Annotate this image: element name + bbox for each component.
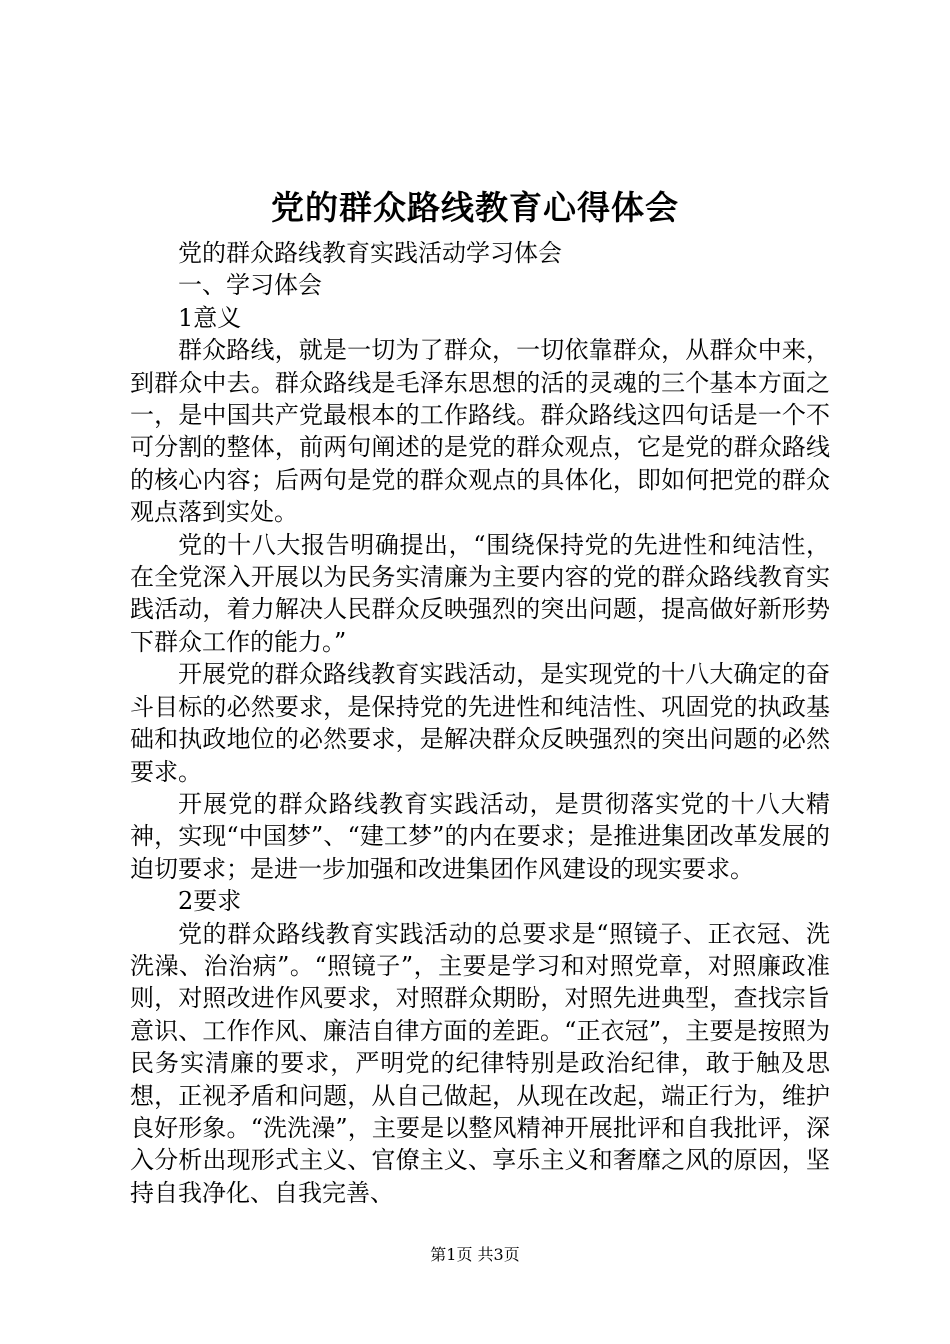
subsection-heading: 1意义 (178, 303, 242, 332)
document-body (130, 237, 830, 1209)
body-paragraph: 开展党的群众路线教育实践活动，是贯彻落实党的十八大精神，实现“中国梦”、“建工梦”的内在要求；是推进集团改革发展的迫切要求；是进一步加强和改进集团作风建设的现实要求。 (130, 789, 830, 883)
body-paragraph: 党的十八大报告明确提出，“围绕保持党的先进性和纯洁性，在全党深入开展以为民务实清廉为主要内容的党的群众路线教育实践活动，着力解决人民群众反映强烈的突出问题，提高做好新形势下群众工作的能力。” (130, 530, 830, 656)
body-paragraph: 开展党的群众路线教育实践活动，是实现党的十八大确定的奋斗目标的必然要求，是保持党的先进性和纯洁性、巩固党的执政基础和执政地位的必然要求，是解决群众反映强烈的突出问题的必然要求。 (130, 660, 830, 786)
subsection-heading: 2要求 (178, 887, 242, 916)
document-title: 党的群众路线教育心得体会 (271, 188, 679, 227)
section-heading: 一、学习体会 (178, 271, 322, 300)
page-footer: 第1页 共3页 (430, 1245, 520, 1264)
subtitle-paragraph: 党的群众路线教育实践活动学习体会 (178, 239, 562, 267)
body-paragraph: 群众路线，就是一切为了群众，一切依靠群众，从群众中来，到群众中去。群众路线是毛泽东思想的活的灵魂的三个基本方面之一，是中国共产党最根本的工作路线。群众路线这四句话是一个不可分割的整体，前两句阐述的是党的群众观点，它是党的群众路线的核心内容；后两句是党的群众观点的具体化，即如何把党的群众观点落到实处。 (130, 336, 830, 527)
body-paragraph: 党的群众路线教育实践活动的总要求是“照镜子、正衣冠、洗洗澡、治治病”。“照镜子”，主要是学习和对照党章，对照廉政准则，对照改进作风要求，对照群众期盼，对照先进典型，查找宗旨意识、工作作风、廉洁自律方面的差距。“正衣冠”，主要是按照为民务实清廉的要求，严明党的纪律特别是政治纪律，敢于触及思想，正视矛盾和问题，从自己做起，从现在改起，端正行为，维护良好形象。“洗洗澡”，主要是以整风精神开展批评和自我批评，深入分析出现形式主义、官僚主义、享乐主义和奢靡之风的原因，坚持自我净化、自我完善、 (130, 919, 830, 1207)
